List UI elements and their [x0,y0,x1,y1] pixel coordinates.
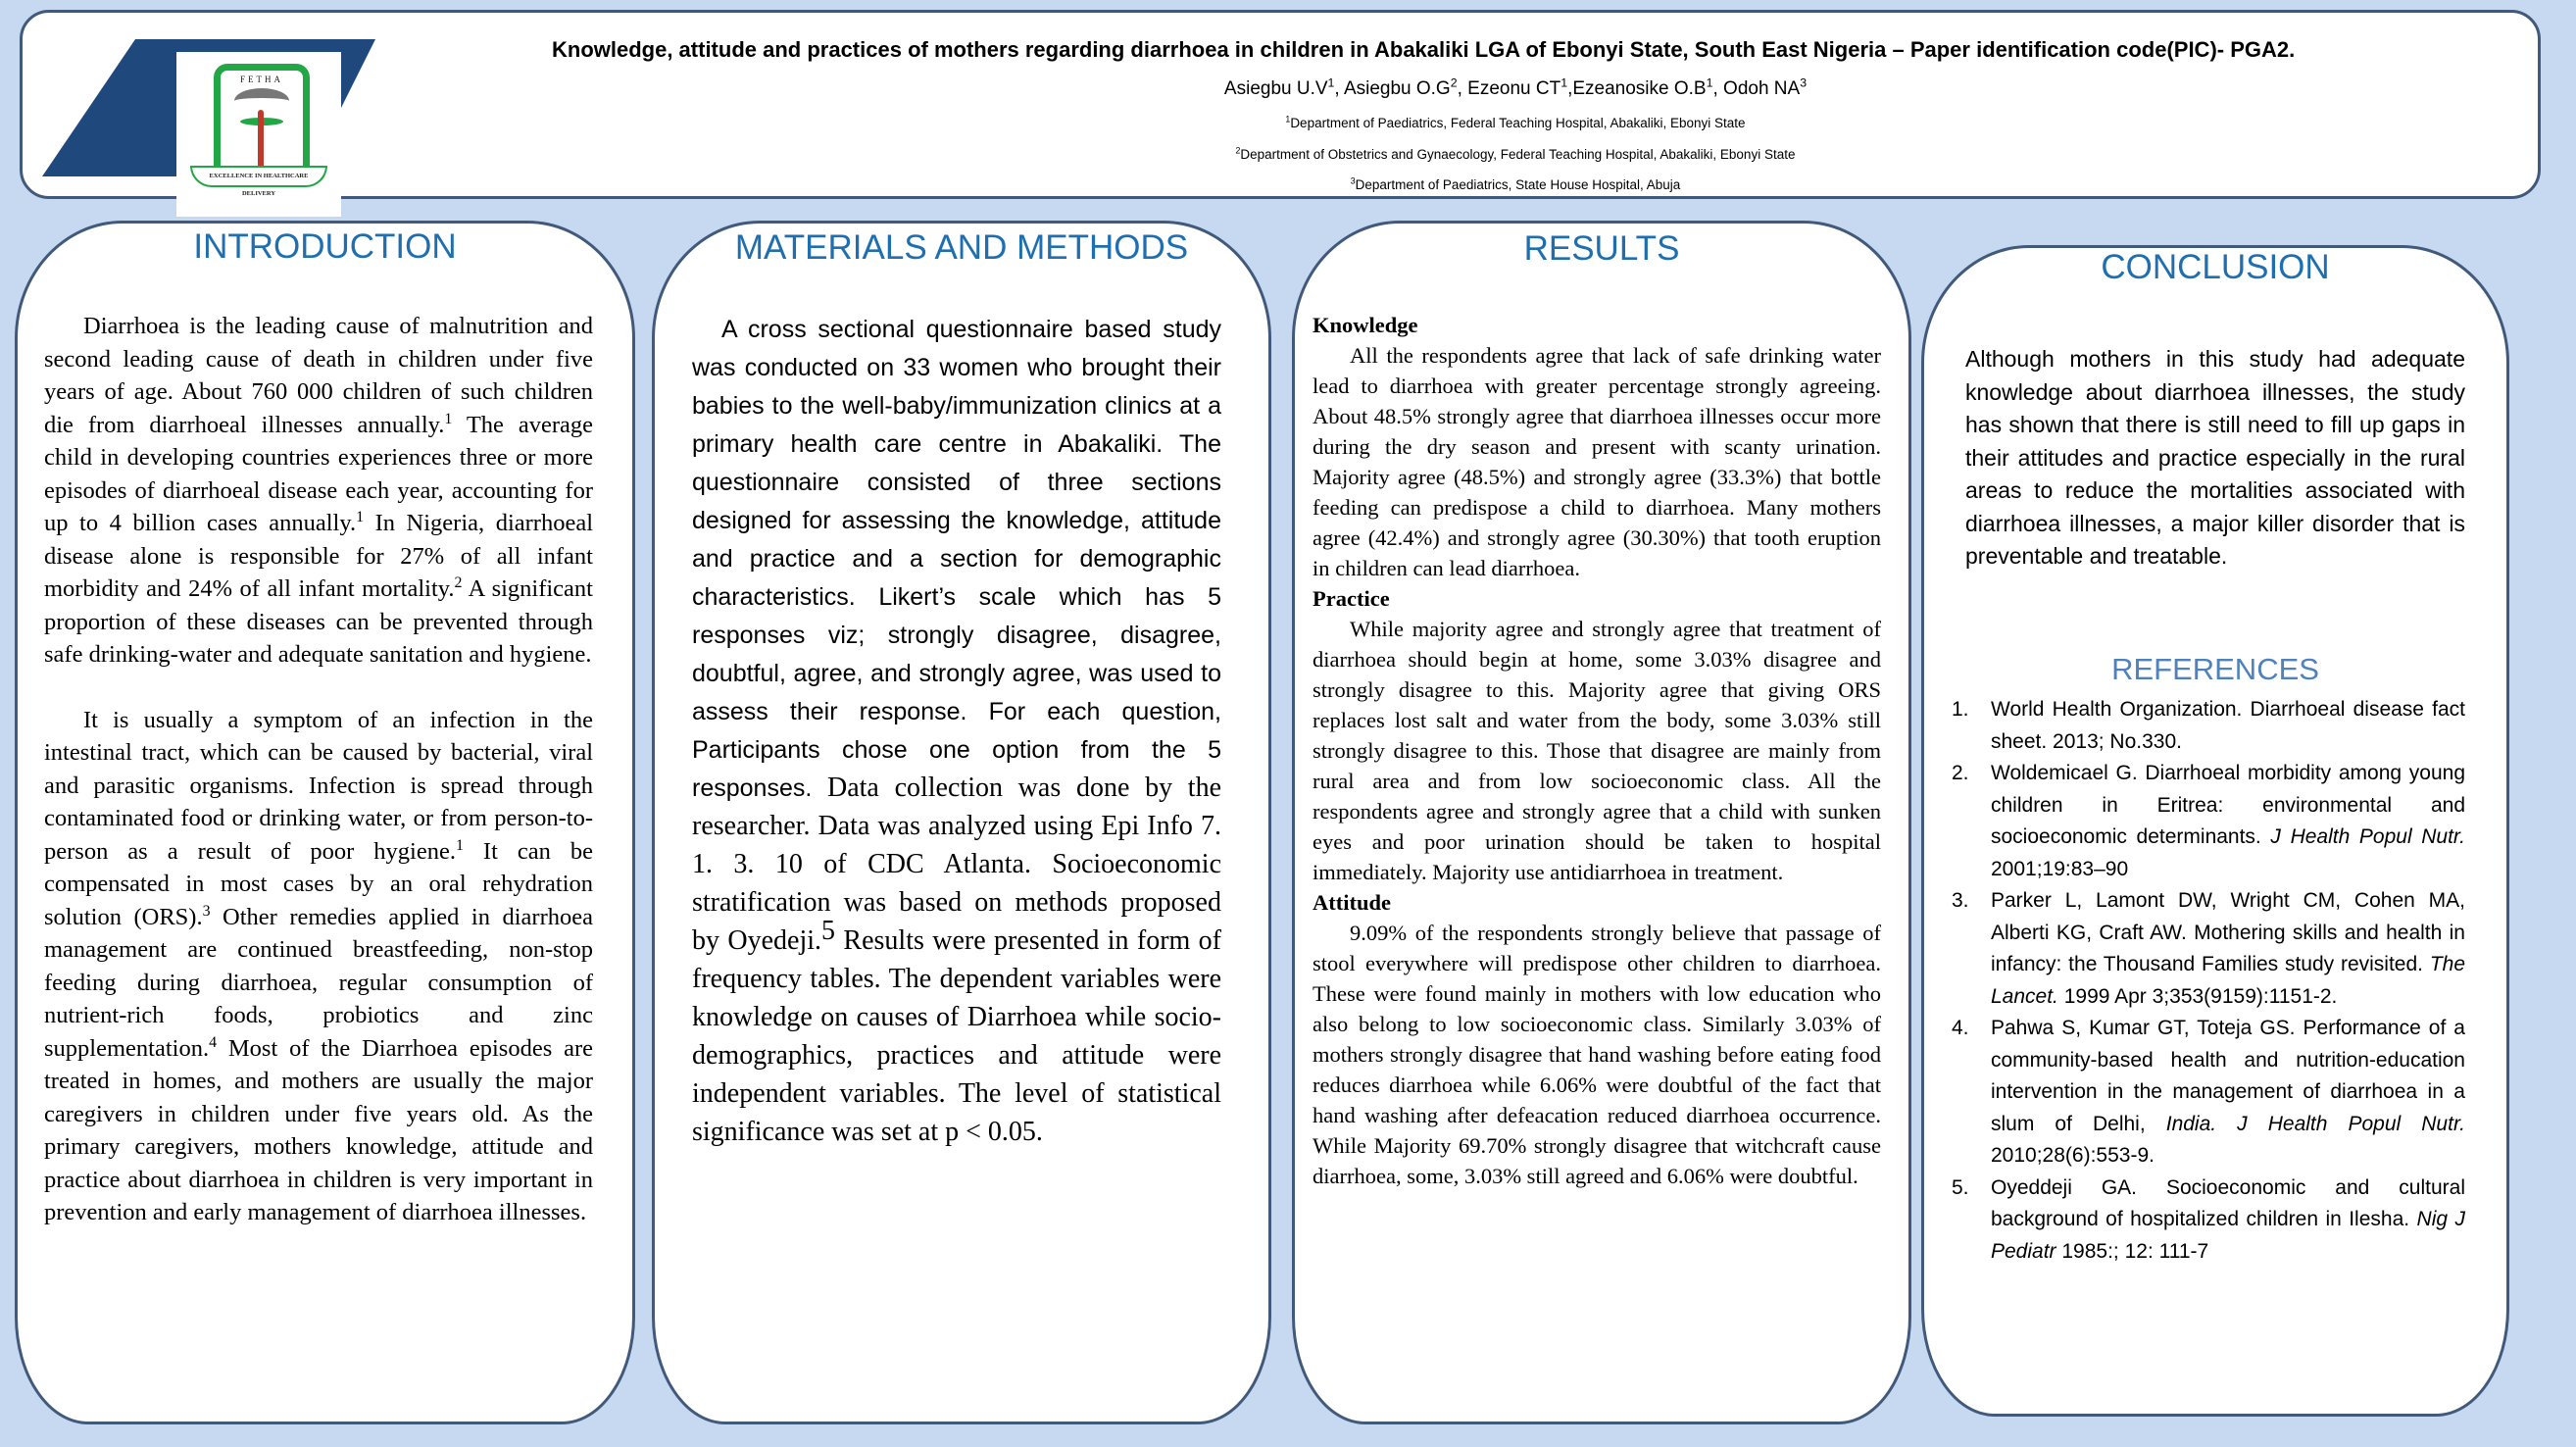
introduction-body [44,310,593,1229]
author-list: Asiegbu $U.V^1$, Asiegbu $O.G^2$, Ezeonu $CT^1,Ezeanosike$ $O.B^1$, Odoh $NA^3$ [1223,75,1808,99]
author: Asiegbu U.V [1223,78,1328,99]
results-subheading-practice: Practice [1313,586,1390,611]
introduction-paragraph: Diarrhoea is the leading cause of malnutrition and second leading cause of death in children under five years of age. About 760 000 children of such children die from diarrhoeal illnesses annually.$^1$ The average child in developing countries experiences three or more episodes of diarrhoeal disease each year, accounting for up to 4 billion cases annually.$^1$ In Nigeria, diarrhoeal disease alone is responsible for 27% of all infant morbidity and 24% of all infant mortality.$^2$ A significant proportion of these diseases can be prevented through safe drinking-water and adequate sanitation and hygiene. [44,313,593,668]
results-paragraph: 9.09% of the respondents strongly believe that passage of stool everywhere will predispose other children to diarrhoea. These were found mainly in mothers with low education who also belong to low socioeconomic class. Similarly 3.03% of mothers strongly disagree that hand washing before eating food reduces diarrhoea while 6.06% were doubtful of the fact that hand washing after defeacation reduced diarrhoea occurrence. While Majority 69.70% strongly disagree that witchcraft cause diarrhoea, some, 3.03% still agreed and 6.06% were doubtful. [1313,921,1881,1188]
hospital-crest-icon [214,64,310,179]
poster-header [20,10,2541,199]
results-subheading-knowledge: Knowledge [1313,313,1418,337]
reference-item: 3. Parker L, Lamont DW, Wright CM, Cohen MA, Alberti KG, Craft AW. Mothering skills and health in infancy: the Thousand Families study revisited. The Lancet. 1999 Apr 3;353(9159):1151-2. [1952,889,2465,1008]
affiliation: $^3$Department of Paediatrics, State House Hospital, Abuja [1350,175,1681,192]
methods-panel [652,221,1271,1424]
results-panel [1292,221,1911,1424]
introduction-panel [15,221,635,1424]
author: Odoh NA [1723,78,1801,99]
conclusion-panel [1921,245,2509,1417]
results-heading: RESULTS [1523,229,1680,268]
results-paragraph: All the respondents agree that lack of safe drinking water lead to diarrhoea with greater percentage strongly agreeing. About 48.5% strongly agree that diarrhoea illnesses occur more during the dry season and present with scanty urination. Majority agree (48.5%) and strongly agree (33.3%) that bottle feeding can predispose a child to diarrhoea. Many mothers agree (42.4%) and strongly agree (30.30%) that tooth eruption in children can lead diarrhoea. [1313,343,1881,580]
reference-item: 1. World Health Organization. Diarrhoeal disease fact sheet. 2013; No.330. [1952,698,2465,753]
results-body [1313,310,1881,1191]
methods-heading: MATERIALS AND METHODS [734,228,1189,267]
logo-acronym: FETHA [240,75,283,84]
references-list [1952,694,2465,1268]
affiliation: $^1$Department of Paediatrics, Federal Teaching Hospital, Abakaliki, Ebonyi State [1285,114,1746,130]
reference-item: 5. Oyeddeji GA. Socioeconomic and cultural background of hospitalized children in Ilesha. Nig J Pediatr 1985:; 12: 111-7 [1952,1175,2465,1263]
hospital-logo [176,52,341,217]
methods-body: A cross sectional questionnaire based study was conducted on 33 women who brought their babies to the well-baby/immunization clinics at a primary health care centre in Abakaliki. The questionnaire consisted of three sections designed for assessing the knowledge, attitude and practice and a section for demographic characteristics. Likert’s scale which has 5 responses viz; strongly disagree, disagree, doubtful, agree, and strongly agree, was used to assess their response. For each question, Participants chose one option from the 5 responses. Data collection was done by the researcher. Data was analyzed using Epi Info 7. 1. 3. 10 of CDC Atlanta. Socioeconomic stratification was based on methods proposed by Oyedeji.$^5$ Results were presented in form of frequency tables. The dependent variables were knowledge on causes of Diarrhoea while socio-demographics, practices and attitude were independent variables. The level of statistical significance was set at p < 0.05. [692,316,1222,1147]
poster-title: Knowledge, attitude and practices of mothers regarding diarrhoea in children in Abakaliki LGA of Ebonyi State, South East Nigeria – Paper identification code(PIC)- PGA2. [552,37,2296,62]
author: Asiegbu O.G [1343,78,1451,99]
author: Ezeanosike O.B [1572,78,1707,99]
author: Ezeonu CT [1467,78,1561,99]
references-heading: REFERENCES [2111,652,2319,686]
introduction-heading: INTRODUCTION [193,227,457,266]
conclusion-heading: CONCLUSION [2101,248,2330,286]
reference-item: 4. Pahwa S, Kumar GT, Toteja GS. Performance of a community-based health and nutrition-education intervention in the management of diarrhoea in a slum of Delhi, India. J Health Popul Nutr. 2010;28(6):553-9. [1952,1017,2465,1167]
caduceus-staff-icon [258,110,264,169]
conclusion-body: Although mothers in this study had adequate knowledge about diarrhoea illnesses, the study has shown that there is still need to fill up gaps in their attitudes and practice especially in the rural areas to reduce the mortalities associated with diarrhoea illnesses, a major killer disorder that is preventable and treatable. [1965,346,2465,569]
introduction-paragraph: It is usually a symptom of an infection in the intestinal tract, which can be caused by bacterial, viral and parasitic organisms. Infection is spread through contaminated food or drinking water, or from person-to-person as a result of poor hygiene.$^1$ It can be compensated in most cases by an oral rehydration solution (ORS).$^3$ Other remedies applied in diarrhoea management are continued breastfeeding, non-stop feeding during diarrhoea, regular consumption of nutrient-rich foods, probiotics and zinc supplementation.$^4$ Most of the Diarrhoea episodes are treated in homes, and mothers are usually the major caregivers in children under five years old. As the primary caregivers, mothers knowledge, attitude and practice about diarrhoea in children is very important in prevention and early management of diarrhoea illnesses. [44,706,593,1225]
reference-item: 2. Woldemicael G. Diarrhoeal morbidity among young children in Eritrea: environmental and socioeconomic determinants. J Health Popul Nutr. 2001;19:83–90 [1952,762,2465,880]
results-paragraph: While majority agree and strongly agree that treatment of diarrhoea should begin at home, some 3.03% disagree and strongly disagree to this. Majority agree that giving ORS replaces lost salt and water from the body, some 3.03% still strongly disagree to this. Those that disagree are mainly from rural area and from low socioeconomic class. All the respondents agree and strongly agree that a child with sunken eyes and poor urination should be taken to hospital immediately. Majority use antidiarrhoea in treatment. [1313,617,1881,884]
logo-motto: EXCELLENCE IN HEALTHCARE DELIVERY [190,166,327,187]
results-subheading-attitude: Attitude [1313,890,1391,915]
affiliation: $^2$Department of Obstetrics and Gynaecology, Federal Teaching Hospital, Abakaliki, Ebonyi State [1235,145,1796,162]
